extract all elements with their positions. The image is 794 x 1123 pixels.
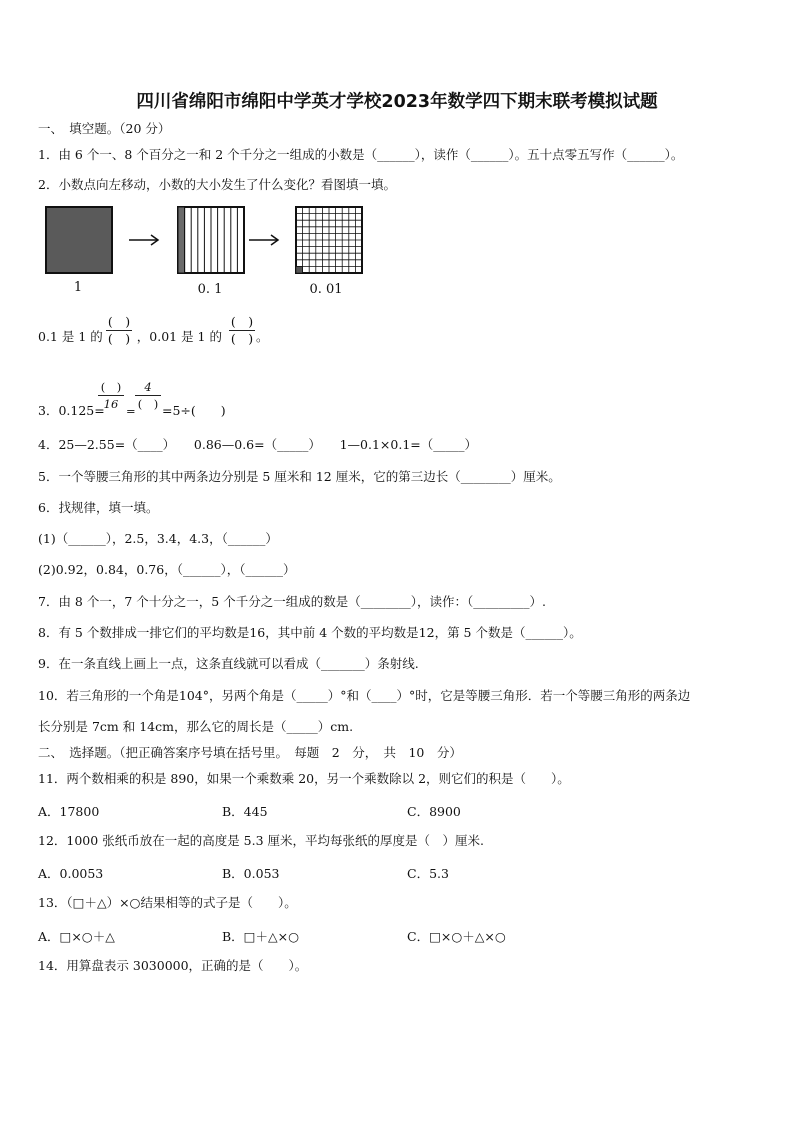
question-8: 8．有 5 个数排成一排它们的平均数是16，其中前 4 个数的平均数是12，第 5 个数是（______）。 (38, 625, 582, 640)
whole-square (46, 207, 112, 273)
question-14: 14．用算盘表示 3030000，正确的是（ ）。 (38, 958, 308, 973)
question-1: 1．由 6 个一、8 个百分之一和 2 个千分之一组成的小数是（______），读作（______）。五十点零五写作（______）。 (38, 147, 684, 162)
question-5: 5．一个等腰三角形的其中两条边分别是 5 厘米和 12 厘米，它的第三边长（________）厘米。 (38, 469, 561, 484)
question-10-line-2: 长分别是 7cm 和 14cm，那么它的周长是（_____）cm. (38, 719, 354, 734)
q11-option-c[interactable]: C．8900 (407, 804, 461, 819)
question-6-part-2: (2)0.92，0.84，0.76，（______），（______） (38, 562, 296, 577)
figure-label-1: 1 (73, 280, 83, 295)
figure-label-0.01: 0. 01 (309, 282, 343, 297)
question-2-fill: 0.1 是 1 的 ，0.01 是 1 的 。 (38, 329, 269, 344)
section-heading-fill-in: 一、 填空题。（20 分） (38, 121, 171, 136)
fraction-blank-b[interactable]: ( ) ( ) (230, 314, 254, 346)
q12-option-c[interactable]: C．5.3 (407, 866, 449, 881)
question-7: 7．由 8 个一，7 个十分之一，5 个千分之一组成的数是（________），读作：（_________）. (38, 594, 546, 609)
equals-sign: = (126, 404, 136, 418)
q11-option-b[interactable]: B．445 (222, 804, 268, 819)
question-9: 9．在一条直线上画上一点，这条直线就可以看成（_______）条射线. (38, 656, 419, 671)
q12-option-a[interactable]: A．0.0053 (38, 866, 104, 881)
question-12: 12．1000 张纸币放在一起的高度是 5.3 厘米，平均每张纸的厚度是（ ）厘米. (38, 833, 484, 848)
question-3: 3．0.125= (38, 403, 105, 418)
tenths-square (178, 207, 244, 273)
question-13: 13．（□＋△）×○结果相等的式子是（ ）。 (38, 895, 297, 910)
fraction-blank-a[interactable]: ( ) ( ) (107, 314, 131, 346)
question-6: 6．找规律，填一填。 (38, 500, 159, 515)
question-4: 4．25—2.55=（____） 0.86—0.6=（_____） 1—0.1×0.1=（_____） (38, 437, 478, 452)
fraction-q3-b[interactable]: 4 ( ) (133, 380, 163, 411)
figure-label-0.1: 0. 1 (197, 282, 223, 297)
q12-option-b[interactable]: B．0.053 (222, 866, 280, 881)
question-11: 11．两个数相乘的积是 890，如果一个乘数乘 20，另一个乘数除以 2，则它们的积是（ ）。 (38, 771, 570, 786)
question-2: 2．小数点向左移动，小数的大小发生了什么变化？看图填一填。 (38, 177, 396, 192)
arrow-icon (249, 235, 278, 245)
hundredths-square (296, 207, 362, 273)
page-title: 四川省绵阳市绵阳中学英才学校2023年数学四下期末联考模拟试题 (136, 92, 658, 112)
question-6-part-1: (1)（______），2.5，3.4，4.3，（______） (38, 531, 278, 546)
fraction-q3-a[interactable]: ( ) 16 (96, 380, 126, 411)
arrow-icon (129, 235, 158, 245)
question-3-suffix: =5÷( ) (162, 403, 226, 418)
question-10-line-1: 10．若三角形的一个角是104°，另两个角是（_____）°和（____）°时，它是等腰三角形．若一个等腰三角形的两条边 (38, 688, 691, 703)
section-heading-multiple-choice: 二、 选择题。（把正确答案序号填在括号里。 每题 2 分， 共 10 分） (38, 745, 462, 760)
q11-option-a[interactable]: A．17800 (38, 804, 100, 819)
q13-option-a[interactable]: A．□×○＋△ (38, 929, 115, 944)
place-value-figure (44, 205, 374, 277)
q13-option-b[interactable]: B．□＋△×○ (222, 929, 299, 944)
q13-option-c[interactable]: C．□×○＋△×○ (407, 929, 506, 944)
